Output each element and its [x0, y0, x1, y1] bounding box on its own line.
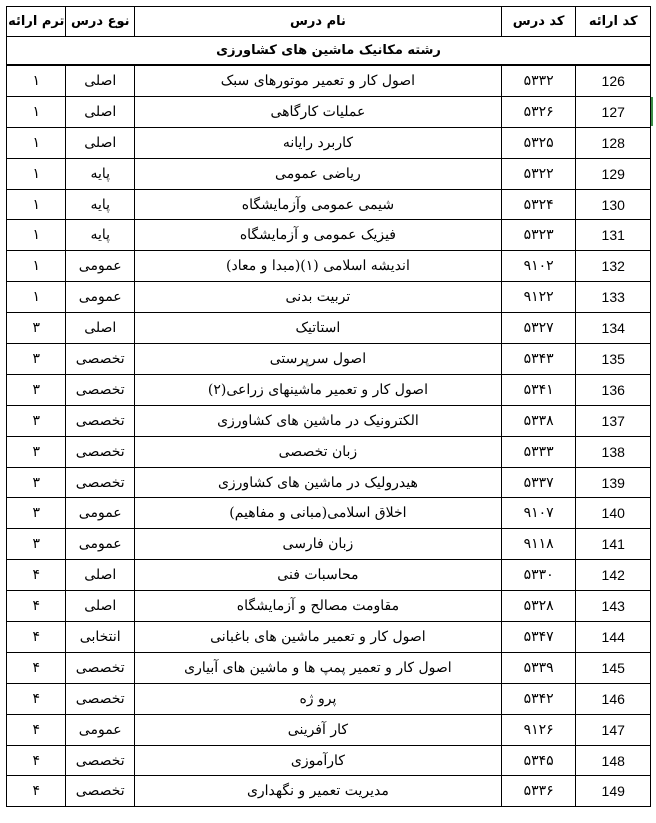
offer-code-cell: 149 [576, 776, 651, 807]
course-type-cell: تخصصی [66, 374, 135, 405]
course-type-cell: عمومی [66, 714, 135, 745]
course-name-cell: عملیات کارگاهی [135, 96, 502, 127]
offer-code-cell: 148 [576, 745, 651, 776]
course-code-cell: ۵۳۳۳ [501, 436, 576, 467]
term-cell: ۴ [7, 714, 66, 745]
course-name-cell: پرو ژه [135, 683, 502, 714]
term-cell: ۳ [7, 436, 66, 467]
offer-code-cell: 138 [576, 436, 651, 467]
table-row [7, 560, 651, 591]
course-type-cell: اصلی [66, 560, 135, 591]
term-cell: ۱ [7, 65, 66, 96]
course-code-cell: ۵۳۴۷ [501, 622, 576, 653]
table-row [7, 436, 651, 467]
course-code-cell: ۵۳۲۲ [501, 158, 576, 189]
table-row [7, 591, 651, 622]
term-cell: ۱ [7, 127, 66, 158]
course-code-cell: ۹۱۲۲ [501, 282, 576, 313]
offer-code-cell: 147 [576, 714, 651, 745]
offer-code-cell: 146 [576, 683, 651, 714]
course-type-cell: پایه [66, 189, 135, 220]
course-type-cell: تخصصی [66, 776, 135, 807]
offer-code-cell: 133 [576, 282, 651, 313]
term-cell: ۴ [7, 622, 66, 653]
course-code-cell: ۵۳۳۸ [501, 405, 576, 436]
table-row [7, 745, 651, 776]
term-cell: ۳ [7, 405, 66, 436]
major-title: رشته مکانیک ماشین های کشاورزی [7, 37, 651, 66]
course-name-cell: هیدرولیک در ماشین های کشاورزی [135, 467, 502, 498]
table-row [7, 714, 651, 745]
course-type-cell: عمومی [66, 282, 135, 313]
offer-code-cell: 131 [576, 220, 651, 251]
course-type-cell: اصلی [66, 65, 135, 96]
header-row [7, 7, 651, 37]
course-code-cell: ۵۳۴۲ [501, 683, 576, 714]
offer-code-cell: 141 [576, 529, 651, 560]
course-code-cell: ۹۱۰۷ [501, 498, 576, 529]
course-type-cell: تخصصی [66, 436, 135, 467]
offer-code-cell: 129 [576, 158, 651, 189]
course-type-cell: تخصصی [66, 652, 135, 683]
offer-code-cell: 143 [576, 591, 651, 622]
course-name-cell: کاربرد رایانه [135, 127, 502, 158]
term-cell: ۱ [7, 96, 66, 127]
course-code-cell: ۵۳۲۳ [501, 220, 576, 251]
course-type-cell: عمومی [66, 529, 135, 560]
course-name-cell: اصول کار و تعمیر ماشین های باغبانی [135, 622, 502, 653]
course-type-cell: تخصصی [66, 745, 135, 776]
course-code-cell: ۵۳۲۵ [501, 127, 576, 158]
course-name-cell: اندیشه اسلامی (۱)(مبدا و معاد) [135, 251, 502, 282]
course-name-cell: فیزیک عمومی و آزمایشگاه [135, 220, 502, 251]
course-code-cell: ۵۳۳۶ [501, 776, 576, 807]
course-type-cell: اصلی [66, 127, 135, 158]
course-code-cell: ۹۱۲۶ [501, 714, 576, 745]
course-name-cell: اصول کار و تعمیر موتورهای سبک [135, 65, 502, 96]
offer-code-cell: 139 [576, 467, 651, 498]
course-name-cell: اصول سرپرستی [135, 344, 502, 375]
major-row [7, 37, 651, 66]
table-row [7, 158, 651, 189]
header-course-code: کد درس [501, 7, 576, 37]
table-row [7, 127, 651, 158]
offer-code-cell: 126 [576, 65, 651, 96]
header-term: ترم ارائه [7, 7, 66, 37]
course-type-cell: اصلی [66, 313, 135, 344]
offer-code-cell: 140 [576, 498, 651, 529]
course-code-cell: ۹۱۰۲ [501, 251, 576, 282]
course-type-cell: انتخابی [66, 622, 135, 653]
term-cell: ۱ [7, 158, 66, 189]
course-type-cell: عمومی [66, 251, 135, 282]
offer-code-cell: 145 [576, 652, 651, 683]
course-type-cell: اصلی [66, 96, 135, 127]
course-name-cell: استاتیک [135, 313, 502, 344]
term-cell: ۳ [7, 313, 66, 344]
offer-code-cell: 128 [576, 127, 651, 158]
course-type-cell: تخصصی [66, 467, 135, 498]
term-cell: ۳ [7, 374, 66, 405]
course-type-cell: تخصصی [66, 344, 135, 375]
term-cell: ۴ [7, 776, 66, 807]
offer-code-cell: 136 [576, 374, 651, 405]
course-code-cell: ۵۳۳۷ [501, 467, 576, 498]
header-offer-code: کد ارائه [576, 7, 651, 37]
course-code-cell: ۵۳۴۱ [501, 374, 576, 405]
table-row [7, 374, 651, 405]
table-row [7, 65, 651, 96]
course-name-cell: ریاضی عمومی [135, 158, 502, 189]
term-cell: ۱ [7, 220, 66, 251]
term-cell: ۱ [7, 282, 66, 313]
course-name-cell: تربیت بدنی [135, 282, 502, 313]
term-cell: ۱ [7, 251, 66, 282]
course-type-cell: پایه [66, 158, 135, 189]
course-name-cell: مقاومت مصالح و آزمایشگاه [135, 591, 502, 622]
course-name-cell: اخلاق اسلامی(مبانی و مفاهیم) [135, 498, 502, 529]
table-row [7, 776, 651, 807]
table-row [7, 652, 651, 683]
cell-selection-edge [651, 97, 653, 126]
table-row [7, 405, 651, 436]
table-row [7, 282, 651, 313]
term-cell: ۴ [7, 591, 66, 622]
course-table [6, 6, 651, 807]
course-name-cell: کارآموزی [135, 745, 502, 776]
course-name-cell: زبان فارسی [135, 529, 502, 560]
course-code-cell: ۵۳۴۳ [501, 344, 576, 375]
offer-code-cell: 137 [576, 405, 651, 436]
course-name-cell: زبان تخصصی [135, 436, 502, 467]
offer-code-cell: 134 [576, 313, 651, 344]
term-cell: ۳ [7, 529, 66, 560]
table-row [7, 498, 651, 529]
course-name-cell: اصول کار و تعمیر ماشینهای زراعی(۲) [135, 374, 502, 405]
course-code-cell: ۹۱۱۸ [501, 529, 576, 560]
course-name-cell: کار آفرینی [135, 714, 502, 745]
course-type-cell: تخصصی [66, 683, 135, 714]
term-cell: ۳ [7, 344, 66, 375]
table-row [7, 622, 651, 653]
term-cell: ۴ [7, 683, 66, 714]
term-cell: ۳ [7, 467, 66, 498]
course-name-cell: اصول کار و تعمیر پمپ ها و ماشین های آبیاری [135, 652, 502, 683]
offer-code-cell: 135 [576, 344, 651, 375]
offer-code-cell: 127 [576, 96, 651, 127]
table-row [7, 220, 651, 251]
course-code-cell: ۵۳۲۸ [501, 591, 576, 622]
course-code-cell: ۵۳۴۵ [501, 745, 576, 776]
header-course-type: نوع درس [66, 7, 135, 37]
term-cell: ۳ [7, 498, 66, 529]
course-type-cell: اصلی [66, 591, 135, 622]
table-row [7, 529, 651, 560]
course-type-cell: تخصصی [66, 405, 135, 436]
term-cell: ۴ [7, 652, 66, 683]
course-code-cell: ۵۳۲۷ [501, 313, 576, 344]
table-row [7, 96, 651, 127]
offer-code-cell: 142 [576, 560, 651, 591]
course-name-cell: محاسبات فنی [135, 560, 502, 591]
table-row [7, 683, 651, 714]
course-type-cell: عمومی [66, 498, 135, 529]
term-cell: ۴ [7, 745, 66, 776]
table-row [7, 344, 651, 375]
offer-code-cell: 144 [576, 622, 651, 653]
table-row [7, 467, 651, 498]
term-cell: ۱ [7, 189, 66, 220]
course-name-cell: مدیریت تعمیر و نگهداری [135, 776, 502, 807]
course-name-cell: شیمی عمومی وآزمایشگاه [135, 189, 502, 220]
course-name-cell: الکترونیک در ماشین های کشاورزی [135, 405, 502, 436]
table-row [7, 189, 651, 220]
course-code-cell: ۵۳۳۰ [501, 560, 576, 591]
header-course-name: نام درس [135, 7, 502, 37]
offer-code-cell: 130 [576, 189, 651, 220]
table-row [7, 313, 651, 344]
course-code-cell: ۵۳۳۲ [501, 65, 576, 96]
table-row [7, 251, 651, 282]
course-code-cell: ۵۳۲۴ [501, 189, 576, 220]
course-code-cell: ۵۳۳۹ [501, 652, 576, 683]
term-cell: ۴ [7, 560, 66, 591]
course-code-cell: ۵۳۲۶ [501, 96, 576, 127]
course-type-cell: پایه [66, 220, 135, 251]
offer-code-cell: 132 [576, 251, 651, 282]
